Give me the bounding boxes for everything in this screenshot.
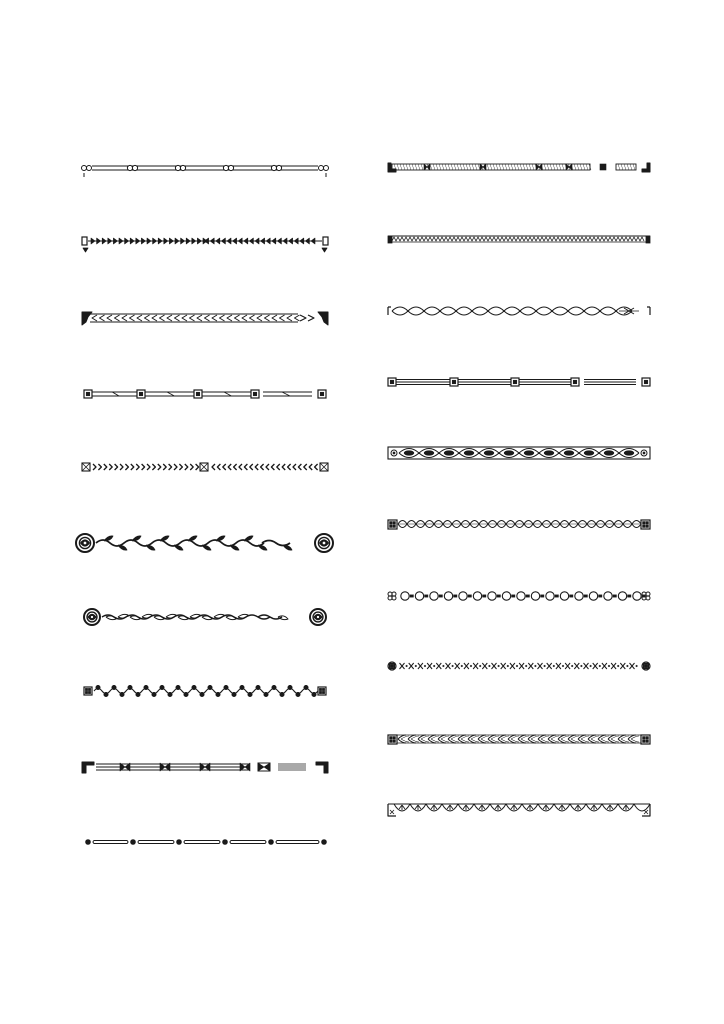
square-line-border-icon <box>388 378 650 386</box>
